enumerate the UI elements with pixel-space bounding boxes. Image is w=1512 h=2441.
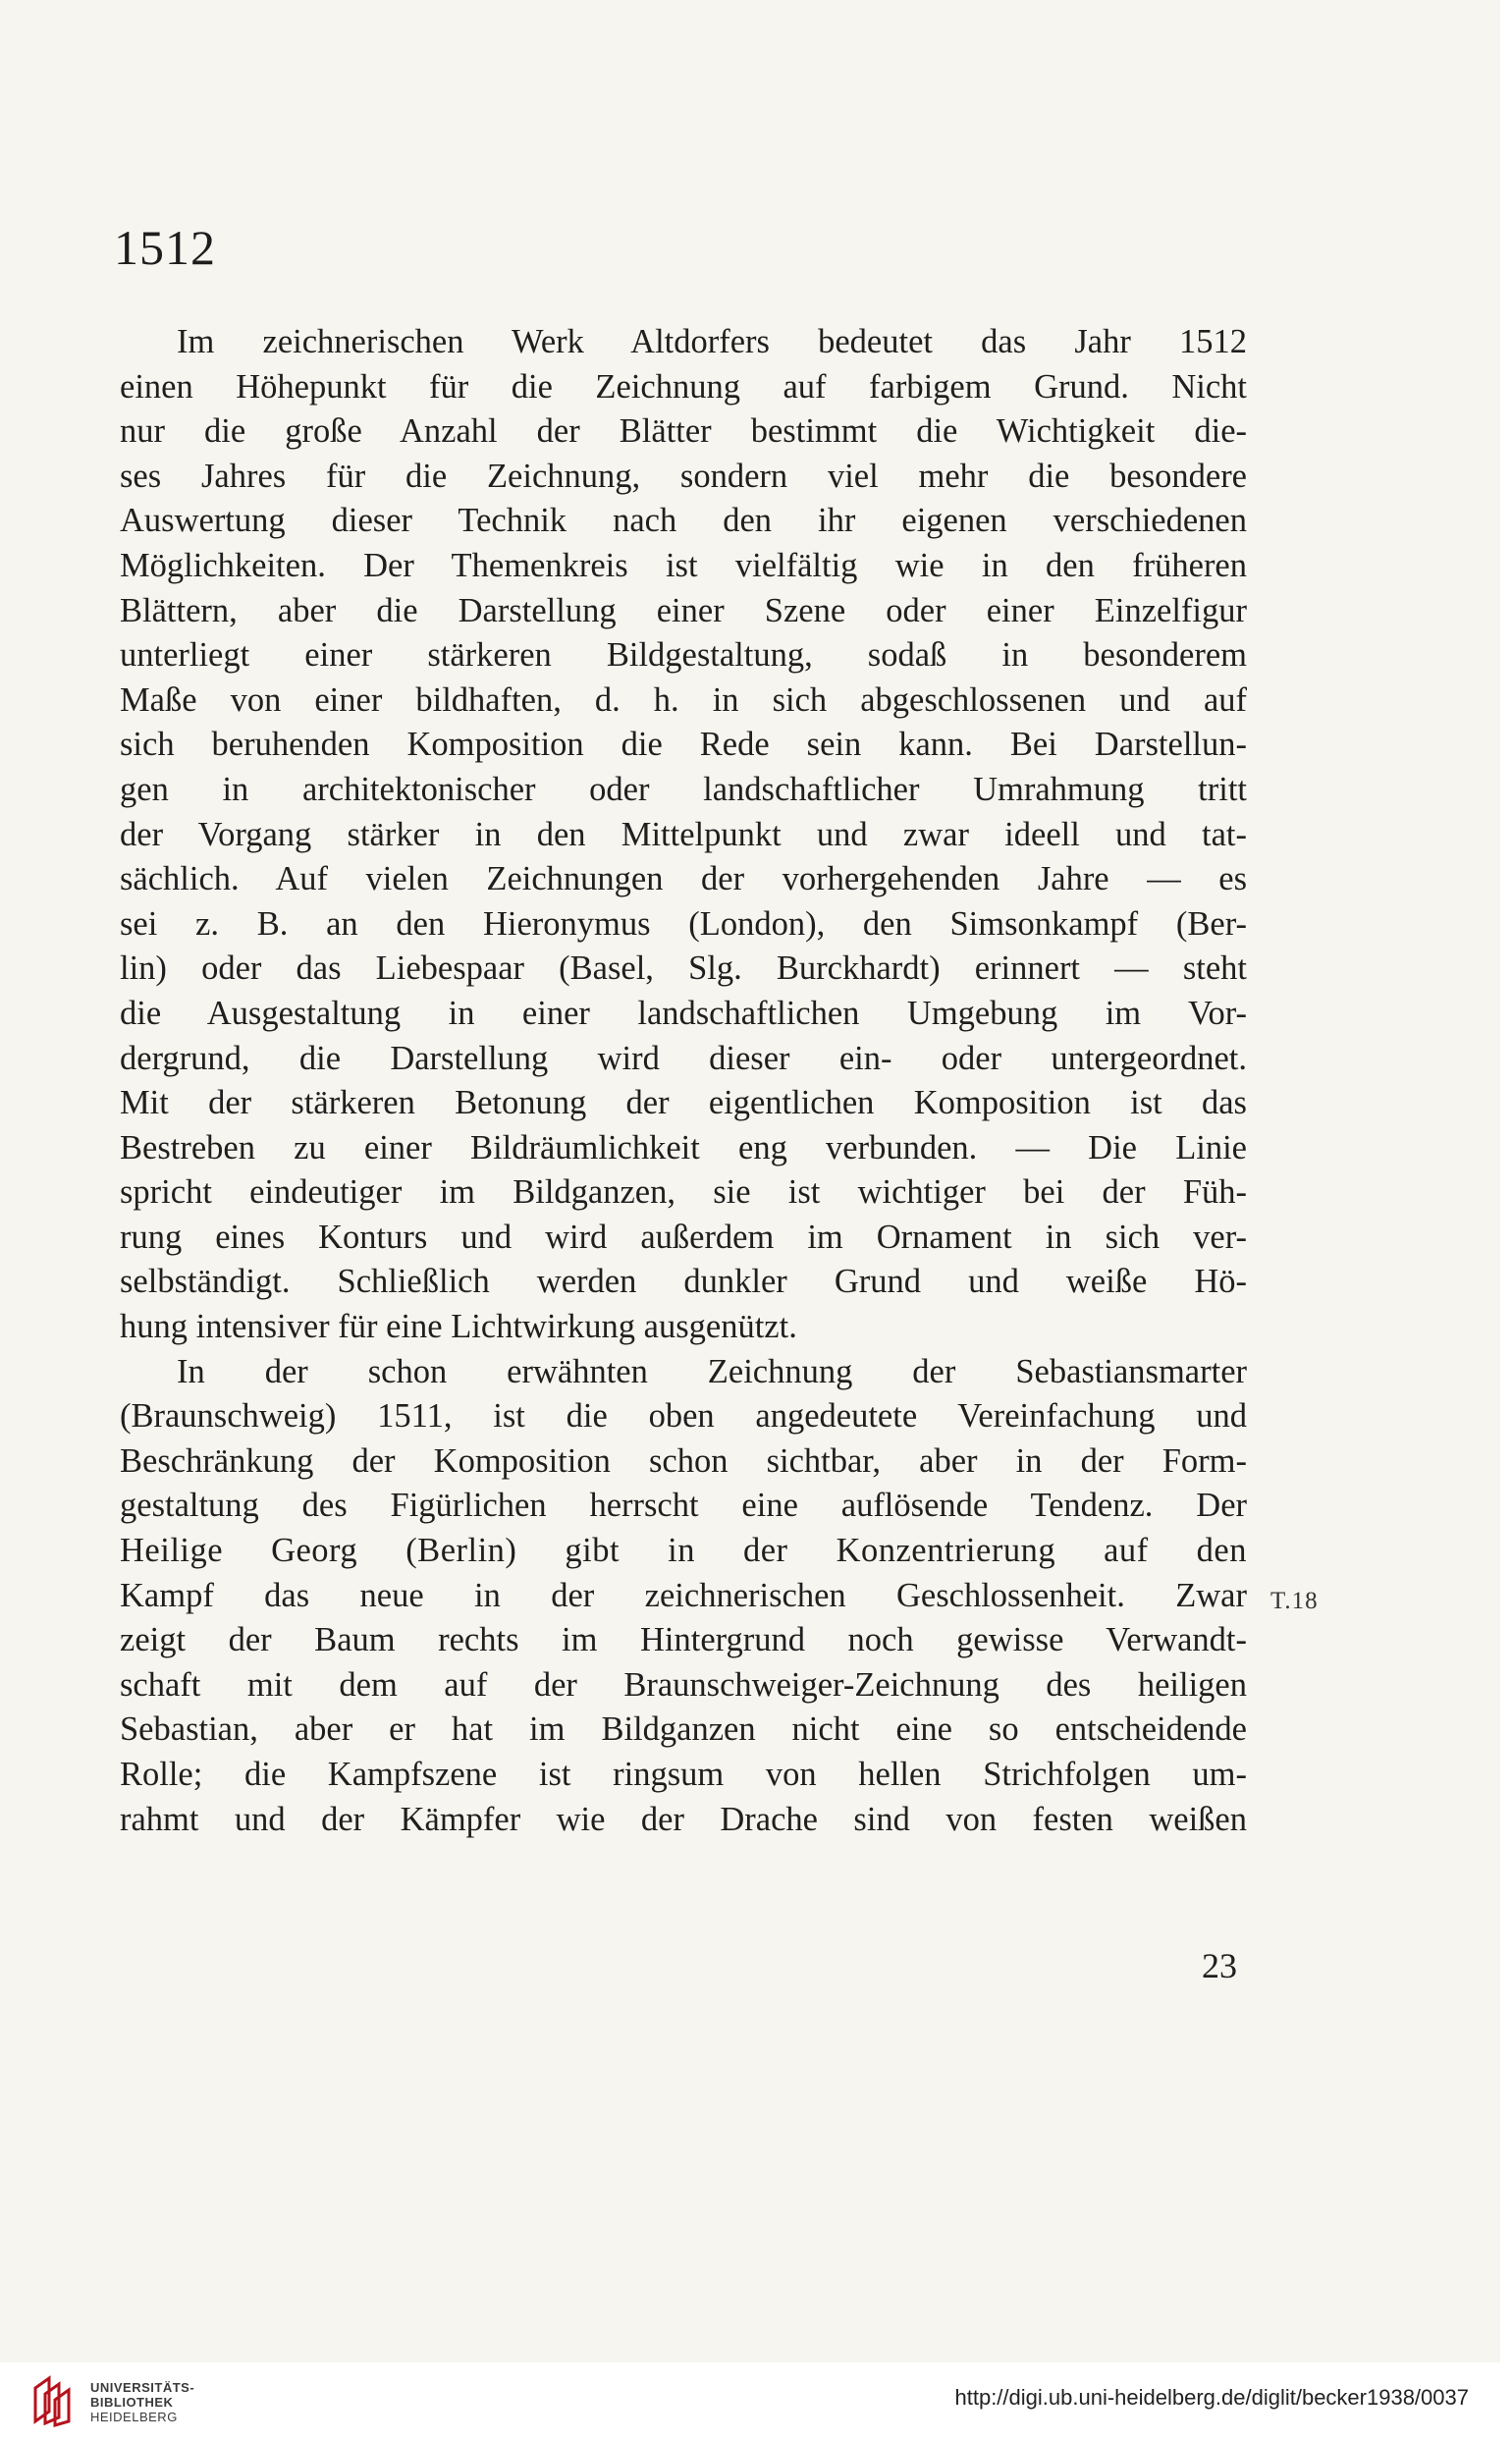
text-line: selbständigt. Schließlich werden dunkler Grund und weiße Hö- xyxy=(120,1263,1247,1301)
text-line: gen in architektonischer oder landschaftlicher Umrahmung tritt xyxy=(120,770,1247,808)
library-name-line: BIBLIOTHEK xyxy=(90,2395,174,2410)
library-name-line: UNIVERSITÄTS- xyxy=(90,2380,195,2395)
text-line: Möglichkeiten. Der Themenkreis ist vielfältig wie in den früheren xyxy=(120,546,1247,584)
text-line: Blättern, aber die Darstellung einer Szene oder einer Einzelfigur xyxy=(120,591,1247,629)
source-url-link[interactable]: http://digi.ub.uni-heidelberg.de/diglit/becker1938/0037 xyxy=(954,2385,1469,2410)
text-line: gestaltung des Figürlichen herrscht eine auflösende Tendenz. Der xyxy=(120,1487,1247,1525)
text-line: In der schon erwähnten Zeichnung der Sebastiansmarter xyxy=(177,1352,1247,1390)
library-name-line: HEIDELBERG xyxy=(90,2410,178,2424)
text-line: nur die große Anzahl der Blätter bestimmt die Wichtigkeit die- xyxy=(120,412,1247,451)
text-line: Rolle; die Kampfszene ist ringsum von hellen Strichfolgen um- xyxy=(120,1756,1247,1793)
text-line: dergrund, die Darstellung wird dieser ein- oder untergeordnet. xyxy=(120,1039,1247,1077)
text-line: hung intensiver für eine Lichtwirkung ausgenützt. xyxy=(120,1308,797,1346)
text-line: rahmt und der Kämpfer wie der Drache sind von festen weißen xyxy=(120,1800,1247,1838)
section-heading: 1512 xyxy=(114,220,216,275)
text-line: der Vorgang stärker in den Mittelpunkt und zwar ideell und tat- xyxy=(120,815,1247,853)
text-line: Maße von einer bildhaften, d. h. in sich abgeschlossenen und auf xyxy=(120,680,1247,719)
text-line: Sebastian, aber er hat im Bildganzen nicht eine so entscheidende xyxy=(120,1710,1247,1749)
text-line: Bestreben zu einer Bildräumlichkeit eng verbunden. — Die Linie xyxy=(120,1128,1247,1166)
text-line: Auswertung dieser Technik nach den ihr eigenen verschiedenen xyxy=(120,502,1247,540)
text-line: Mit der stärkeren Betonung der eigentlichen Komposition ist das xyxy=(120,1084,1247,1122)
text-line: sächlich. Auf vielen Zeichnungen der vorhergehenden Jahre — es xyxy=(120,860,1247,898)
paragraph-2 xyxy=(120,1350,1247,1843)
text-line: die Ausgestaltung in einer landschaftlichen Umgebung im Vor- xyxy=(120,994,1247,1032)
text-line: Kampf das neue in der zeichnerischen Geschlossenheit. Zwar xyxy=(120,1576,1247,1614)
page-edge xyxy=(1500,0,1512,2441)
text-line: zeigt der Baum rechts im Hintergrund noch gewisse Verwandt- xyxy=(120,1621,1247,1659)
text-line: Beschränkung der Komposition schon sichtbar, aber in der Form- xyxy=(120,1441,1247,1480)
library-logo-icon xyxy=(29,2374,79,2427)
text-line: rung eines Konturs und wird außerdem im Ornament in sich ver- xyxy=(120,1218,1247,1256)
text-line: sei z. B. an den Hieronymus (London), den Simsonkampf (Ber- xyxy=(120,904,1247,943)
margin-plate-reference: T.18 xyxy=(1270,1588,1319,1614)
paragraph-1 xyxy=(120,320,1247,1350)
text-line: schaft mit dem auf der Braunschweiger-Zeichnung des heiligen xyxy=(120,1665,1247,1704)
text-line: (Braunschweig) 1511, ist die oben angedeutete Vereinfachung und xyxy=(120,1397,1247,1436)
text-line: Heilige Georg (Berlin) gibt in der Konzentrierung auf den xyxy=(120,1532,1247,1570)
page-number: 23 xyxy=(1202,1946,1237,1985)
text-line: sich beruhenden Komposition die Rede sein kann. Bei Darstellun- xyxy=(120,726,1247,764)
text-line: lin) oder das Liebespaar (Basel, Slg. Burckhardt) erinnert — steht xyxy=(120,949,1247,988)
text-line: spricht eindeutiger im Bildganzen, sie ist wichtiger bei der Füh- xyxy=(120,1173,1247,1212)
text-line: ses Jahres für die Zeichnung, sondern viel mehr die besondere xyxy=(120,457,1247,495)
text-line: unterliegt einer stärkeren Bildgestaltung, sodaß in besonderem xyxy=(120,636,1247,675)
library-name xyxy=(90,2380,194,2424)
text-line: Im zeichnerischen Werk Altdorfers bedeutet das Jahr 1512 xyxy=(177,323,1247,360)
text-line: einen Höhepunkt für die Zeichnung auf farbigem Grund. Nicht xyxy=(120,367,1247,406)
body-text xyxy=(120,320,1247,1842)
